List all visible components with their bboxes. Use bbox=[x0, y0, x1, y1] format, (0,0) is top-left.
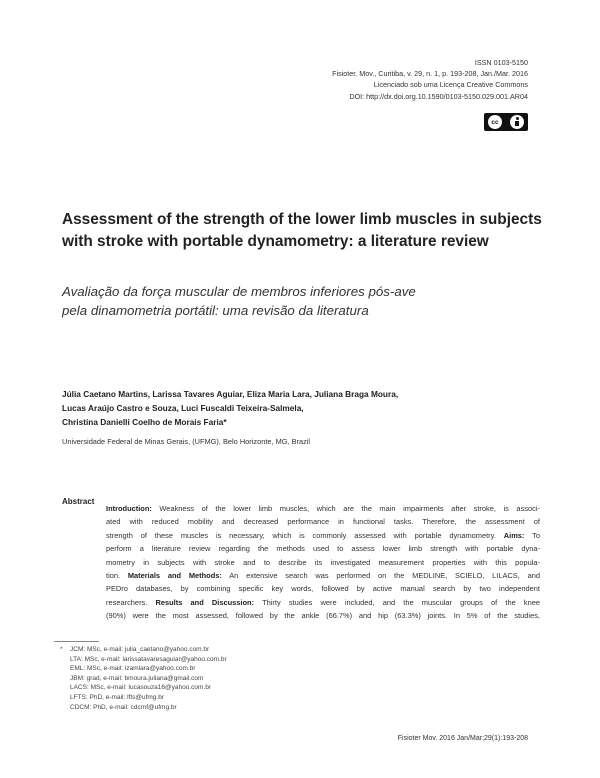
footnote-email[interactable]: LACS: MSc, e-mail: lucasouza16@yahoo.com.br bbox=[70, 684, 211, 692]
footnote-email[interactable]: CDCM: PhD, e-mail: cdcmf@ufmg.br bbox=[70, 703, 177, 711]
authors-line-3: Christina Danielli Coelho de Morais Faria* bbox=[62, 417, 227, 427]
introduction-label: Introduction: bbox=[106, 504, 152, 513]
abstract-heading: Abstract bbox=[62, 497, 95, 506]
page-footer: Fisioter Mov. 2016 Jan/Mar;29(1):193-208 bbox=[397, 735, 528, 742]
article-title bbox=[62, 209, 542, 253]
results-label: Results and Discussion: bbox=[155, 597, 255, 607]
doi-link[interactable]: DOI: http://dx.doi.org.10.1590/0103-5150.029.001.AR04 bbox=[349, 91, 528, 101]
methods-label: Materials and Methods: bbox=[127, 571, 222, 581]
author-list bbox=[62, 387, 398, 429]
abstract-body bbox=[106, 502, 540, 623]
title-line-2: with stroke with portable dynamometry: a literature review bbox=[62, 233, 489, 250]
abstract-line: mometry in subjects with stroke and to describe its investigated measurement properties with this popula- bbox=[106, 557, 540, 567]
aims-label: Aims: bbox=[503, 530, 525, 540]
footnote-email[interactable]: JBM: grad, e-mail: bmoura.juliana@gmail.com bbox=[70, 674, 204, 682]
footnote-email[interactable]: LFTS: PhD, e-mail: lfts@ufmg.br bbox=[70, 693, 165, 701]
abstract-line: ated with reduced mobility and decreased performance in functional tasks. Therefore, the assessment of bbox=[106, 517, 540, 527]
authors-line-2: Lucas Araújo Castro e Souza, Luci Fuscaldi Teixeira-Salmela, bbox=[62, 403, 304, 413]
attribution-icon bbox=[510, 115, 524, 129]
abstract-line: researchers. Results and Discussion: Thirty studies were included, and the muscular groups of the knee bbox=[106, 597, 540, 607]
abstract-line: (90%) were the most assessed, followed by the ankle (66.7%) and hip (63.3%) joints. In 5% of the studies, bbox=[106, 611, 540, 621]
journal-header bbox=[332, 57, 528, 102]
abstract-line: perform a literature review regarding the methods used to assess lower limb strength with portable dyna- bbox=[106, 544, 540, 554]
footnotes bbox=[60, 645, 227, 712]
abstract-line: Introduction: Weakness of the lower limb muscles, which are the main impairments after stroke, is associ- bbox=[106, 504, 540, 513]
creative-commons-badge[interactable] bbox=[484, 113, 528, 131]
portuguese-title bbox=[62, 282, 542, 320]
footnote-asterisk: * bbox=[60, 646, 63, 653]
authors-line-1: Júlia Caetano Martins, Larissa Tavares Aguiar, Eliza Maria Lara, Juliana Braga Moura, bbox=[62, 389, 399, 399]
affiliation: Universidade Federal de Minas Gerais, (UFMG), Belo Horizonte, MG, Brazil bbox=[62, 437, 311, 446]
title-line-1: Assessment of the strength of the lower limb muscles in subjects bbox=[62, 211, 542, 228]
abstract-line: strength of these muscles is necessary, which is commonly assessed with portable dynamometry. Aims: To bbox=[106, 530, 540, 540]
license-text: Licenciado sob uma Licença Creative Commons bbox=[373, 80, 528, 90]
ptitle-line-2: pela dinamometria portátil: uma revisão da literatura bbox=[62, 303, 369, 318]
abstract-line: tion. Materials and Methods: An extensive search was performed on the MEDLINE, SCIELO, LILACS, and bbox=[106, 571, 541, 581]
footnote-email[interactable]: JCM: MSc, e-mail: julia_caetano@yahoo.com.br bbox=[70, 646, 210, 653]
ptitle-line-1: Avaliação da força muscular de membros inferiores pós-ave bbox=[62, 284, 416, 299]
footnote-divider bbox=[54, 641, 99, 642]
cc-icon: cc bbox=[488, 115, 502, 129]
citation: Fisioter. Mov., Curitiba, v. 29, n. 1, p. 193-208, Jan./Mar. 2016 bbox=[332, 69, 528, 79]
issn: ISSN 0103-5150 bbox=[474, 58, 528, 67]
footnote-email[interactable]: LTA: MSc, e-mail: larissatavaresaguiar@yahoo.com.br bbox=[70, 655, 227, 663]
footnote-email[interactable]: EML: MSc, e-mail: izamlara@yahoo.com.br bbox=[70, 665, 196, 673]
abstract-line: PEDro databases, by combining specific key words, followed by active manual search by two independent bbox=[106, 584, 540, 594]
